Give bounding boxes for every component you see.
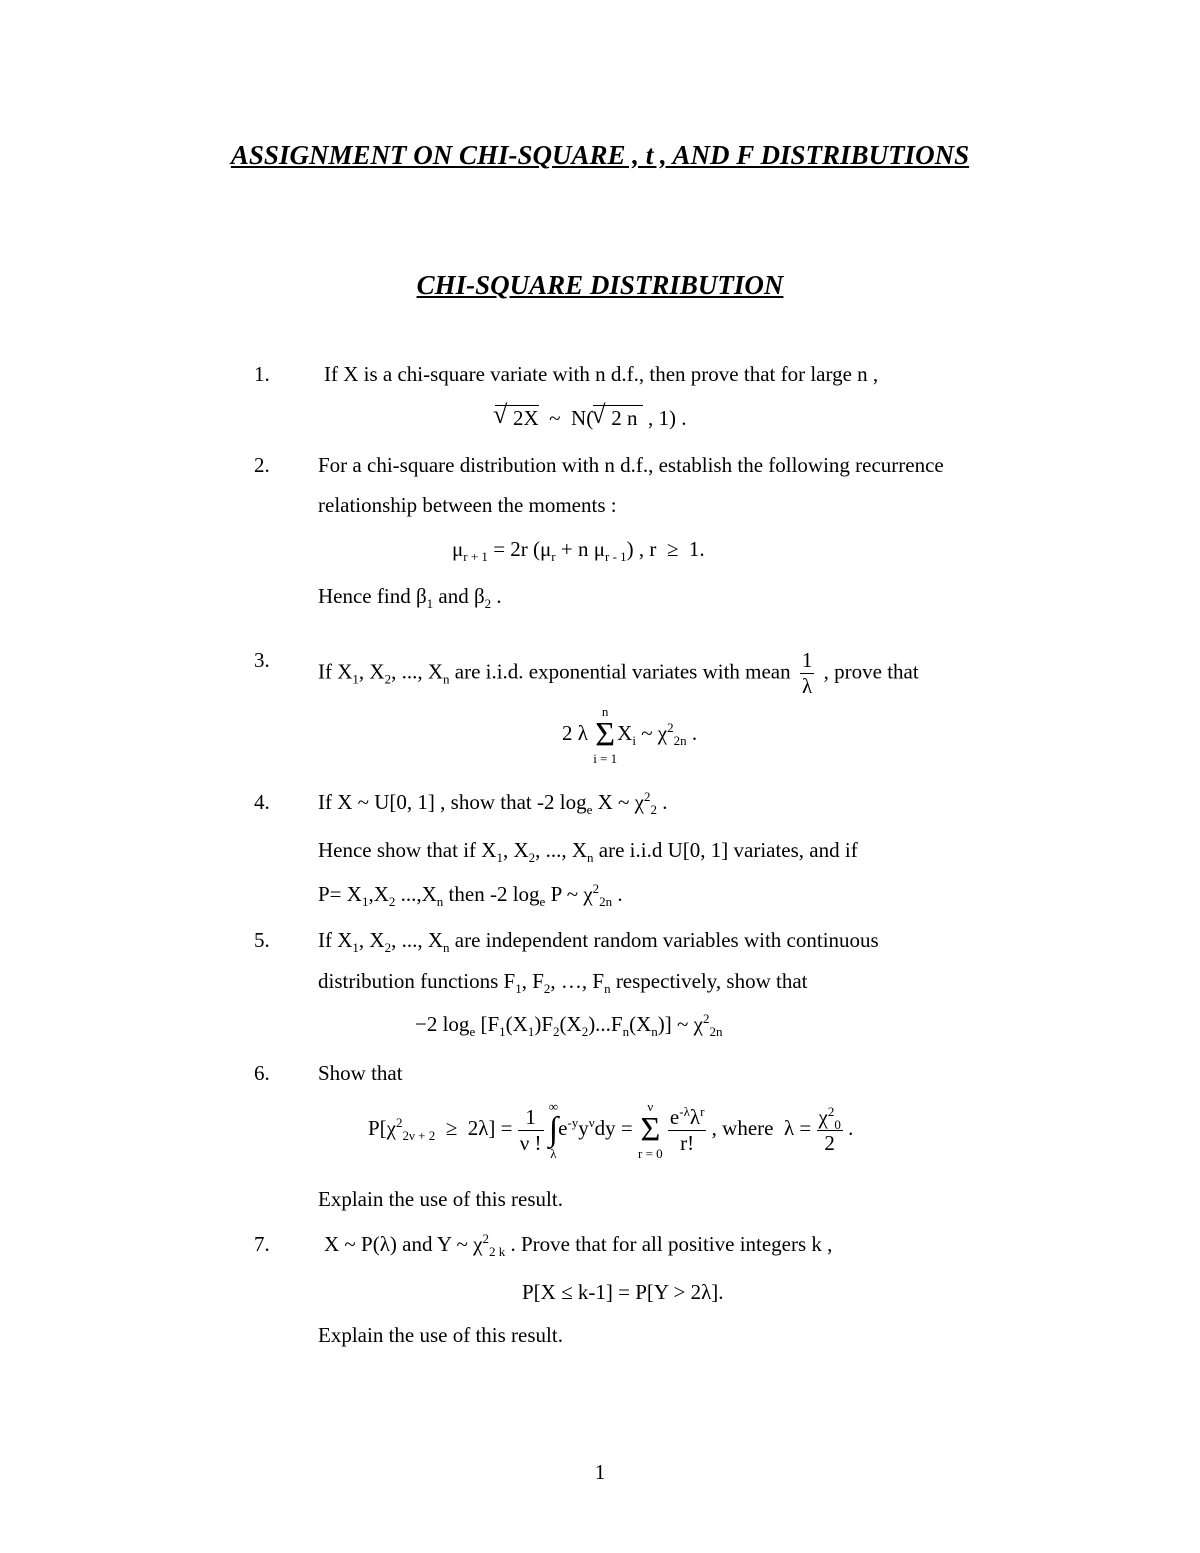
problem-text: If X ~ U[0, 1] , show that -2 $\log_e X$ ~ $\chi^2_2$ .: [318, 789, 668, 818]
problem-number: 3.: [254, 648, 270, 672]
problem-text: distribution functions $F_1$, $F_2$, …, $F_n$ respectively, show that: [318, 969, 808, 997]
problem-text: Hence show that if $X_1$, $X_2$, ..., $X_n$ are i.i.d U[0, 1] variates, and if: [318, 838, 858, 866]
problem-text: If X is a chi-square variate with n d.f., then prove that for large n ,: [324, 362, 879, 386]
problem-number: 7.: [254, 1232, 270, 1256]
problem-formula: $P[\chi^2_{2\nu + 2} \ge 2\lambda]$ = $\frac{1}{\nu !}$ ∞ ∫ λ $e^{-y}y^\nu dy$ = ν Σ r = 0 $\frac{e^{-\lambda}\lambda^r}{r!}$ , where λ = $\frac{\chi^2_0}{2}$ .: [368, 1099, 854, 1161]
section-heading: CHI-SQUARE DISTRIBUTION: [416, 270, 784, 300]
problem-number: 1.: [254, 362, 270, 386]
problem-text: If $X_1$, $X_2$, ..., $X_n$ are independent random variables with continuous: [318, 928, 879, 956]
problem-number: 6.: [254, 1061, 270, 1085]
problem-formula: P[X ≤ k-1] = P[Y > 2λ].: [522, 1280, 724, 1304]
problem-text: Explain the use of this result.: [318, 1187, 563, 1211]
problem-text: $P= X_1,X_2$ $...,X_n$ then -2 $\log_e P$ ~ $\chi^2_{2n}$ .: [318, 881, 623, 910]
problem-text: X ~ P(λ) and Y ~ $\chi^2_{2 k}$ . Prove that for all positive integers k ,: [324, 1231, 833, 1260]
problem-number: 4.: [254, 790, 270, 814]
problem-number: 5.: [254, 928, 270, 952]
problem-formula: −2 $\log_e [F_1(X_1)F_2(X_2)...F_n(X_n)]$ ~ $\chi^2_{2n}$: [415, 1011, 723, 1040]
problem-number: 2.: [254, 453, 270, 477]
frac-denominator: λ: [802, 674, 813, 698]
problem-text: Explain the use of this result.: [318, 1323, 563, 1347]
problem-text: Show that: [318, 1061, 403, 1085]
page-number: 1: [594, 1460, 606, 1484]
problem-text: For a chi-square distribution with n d.f., establish the following recurrence: [318, 453, 944, 477]
page-title: ASSIGNMENT ON CHI-SQUARE , t , AND F DISTRIBUTIONS: [230, 140, 970, 170]
frac-numerator: 1: [801, 648, 813, 672]
problem-formula: √ 2X ~ N(√ 2 n , 1) .: [495, 405, 686, 431]
problem-text: Hence find $\beta_1$ and $\beta_2$ .: [318, 584, 502, 612]
problem-text: relationship between the moments :: [318, 493, 617, 517]
problem-formula: 2 λ n Σ i = 1 $X_i$ ~ $\chi^2_{2n}$ .: [562, 704, 698, 766]
problem-text: If $X_1$, $X_2$, ..., $X_n$ are i.i.d. exponential variates with mean $\frac{1}{\lambda}$ , prove that: [318, 648, 919, 698]
problem-formula: $\mu_{r + 1} = 2r$ ($\mu_r + n$ $\mu_{r - 1}$) , r ≥ 1.: [452, 537, 705, 565]
